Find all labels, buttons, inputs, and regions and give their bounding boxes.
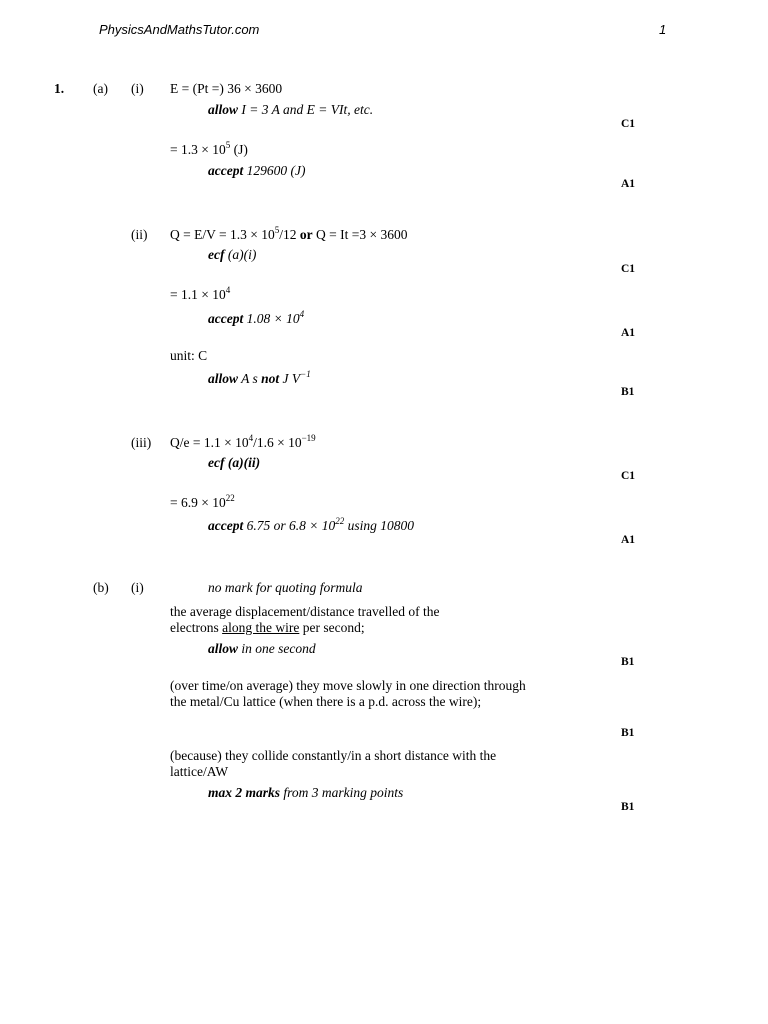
b-i-note3-text: from 3 marking points xyxy=(280,785,404,800)
a-iii-label: (iii) xyxy=(131,435,152,450)
a-ii-note3-exp: −1 xyxy=(300,368,311,379)
a-iii-note2-pre: 6.75 or 6.8 × 10 xyxy=(243,518,336,533)
a-iii-line2-pre: = 6.9 × 10 xyxy=(170,495,226,510)
a-i-line2-exp: 5 xyxy=(225,139,231,150)
b-i-note1-text: in one second xyxy=(238,641,316,656)
a-ii-note3-post: J V xyxy=(279,371,301,386)
mark-a-ii-2: A1 xyxy=(621,327,636,339)
mark-b-i-3: B1 xyxy=(621,801,635,813)
a-ii-note2 xyxy=(208,308,305,327)
a-ii-line2-exp: 4 xyxy=(225,284,231,295)
a-iii-line2 xyxy=(170,492,235,511)
b-i-para1 xyxy=(170,604,488,636)
b-i-para1-b: per second; xyxy=(299,620,365,635)
max-marks-keyword: max 2 marks xyxy=(208,785,281,800)
a-iii-line1-b: /1.6 × 10 xyxy=(253,435,302,450)
a-i-note1-text: I = 3 A and E = VIt, etc. xyxy=(241,102,374,117)
a-ii-line1-or: or xyxy=(299,227,313,242)
a-ii-note3-pre: A s xyxy=(238,371,262,386)
a-i-label: (i) xyxy=(131,81,144,96)
a-i-note1 xyxy=(208,102,373,118)
a-ii-note2-pre: 1.08 × 10 xyxy=(243,311,300,326)
a-i-note2-text: 129600 (J) xyxy=(246,163,306,178)
a-ii-line2-pre: = 1.1 × 10 xyxy=(170,287,226,302)
part-a-label: (a) xyxy=(93,81,108,96)
allow-keyword: allow xyxy=(208,371,239,386)
a-ii-line1 xyxy=(170,224,408,243)
a-i-line2 xyxy=(170,139,248,158)
a-ii-line3: unit: C xyxy=(170,348,208,363)
a-iii-line1 xyxy=(170,432,316,451)
accept-keyword: accept xyxy=(208,311,244,326)
part-b-label: (b) xyxy=(93,580,109,595)
a-ii-note3 xyxy=(208,368,311,387)
page-number: 1 xyxy=(659,22,667,37)
a-ii-note2-exp: 4 xyxy=(299,308,305,319)
a-iii-note1: ecf (a)(ii) xyxy=(208,455,261,470)
accept-keyword: accept xyxy=(208,163,244,178)
mark-a-ii-3: B1 xyxy=(621,386,635,398)
a-iii-line1-a: Q/e = 1.1 × 10 xyxy=(170,435,249,450)
mark-a-i-1: C1 xyxy=(621,118,636,130)
a-ii-label: (ii) xyxy=(131,227,148,242)
a-i-line2-post: (J) xyxy=(230,142,248,157)
mark-b-i-2: B1 xyxy=(621,727,635,739)
a-ii-line2 xyxy=(170,284,231,303)
b-i-note3 xyxy=(208,785,403,801)
a-ii-note1-text: (a)(i) xyxy=(224,247,257,262)
a-ii-line1-pre: Q = E/V = 1.3 × 10 xyxy=(170,227,275,242)
b-i-para1-underlined: along the wire xyxy=(222,620,300,635)
mark-b-i-1: B1 xyxy=(621,656,635,668)
allow-keyword: allow xyxy=(208,102,239,117)
b-i-note0: no mark for quoting formula xyxy=(208,580,363,595)
b-i-para3: (because) they collide constantly/in a short distance with the lattice/AW xyxy=(170,748,497,779)
a-iii-line1-exp2: −19 xyxy=(301,432,316,443)
a-i-line2-pre: = 1.3 × 10 xyxy=(170,142,226,157)
b-i-label: (i) xyxy=(131,580,144,595)
mark-a-iii-1: C1 xyxy=(621,470,636,482)
ecf-keyword: ecf xyxy=(208,247,225,262)
b-i-para2: (over time/on average) they move slowly in one direction through the metal/Cu lattice (when there is a p.d. across the wire); xyxy=(170,678,526,709)
a-iii-note2-exp: 22 xyxy=(335,515,345,526)
a-i-note2 xyxy=(208,163,305,179)
mark-a-iii-2: A1 xyxy=(621,534,636,546)
a-ii-line1-post: Q = It =3 × 3600 xyxy=(312,227,408,242)
b-i-note1 xyxy=(208,641,316,657)
not-keyword: not xyxy=(261,371,280,386)
allow-keyword: allow xyxy=(208,641,239,656)
a-iii-note2 xyxy=(208,515,414,534)
question-number: 1. xyxy=(54,81,65,96)
a-iii-line2-exp: 22 xyxy=(225,492,235,503)
mark-a-ii-1: C1 xyxy=(621,263,636,275)
a-ii-note1 xyxy=(208,247,256,263)
a-ii-line1-mid: /12 xyxy=(279,227,300,242)
a-ii-line1-exp: 5 xyxy=(274,224,280,235)
a-i-line1: E = (Pt =) 36 × 3600 xyxy=(170,81,283,96)
site-name: PhysicsAndMathsTutor.com xyxy=(99,22,260,37)
accept-keyword: accept xyxy=(208,518,244,533)
a-iii-line1-exp1: 4 xyxy=(248,432,254,443)
b-i-para1-a: the average displacement/distance travelled of the electrons xyxy=(170,604,440,635)
mark-a-i-2: A1 xyxy=(621,178,636,190)
a-iii-note2-post: using 10800 xyxy=(344,518,414,533)
